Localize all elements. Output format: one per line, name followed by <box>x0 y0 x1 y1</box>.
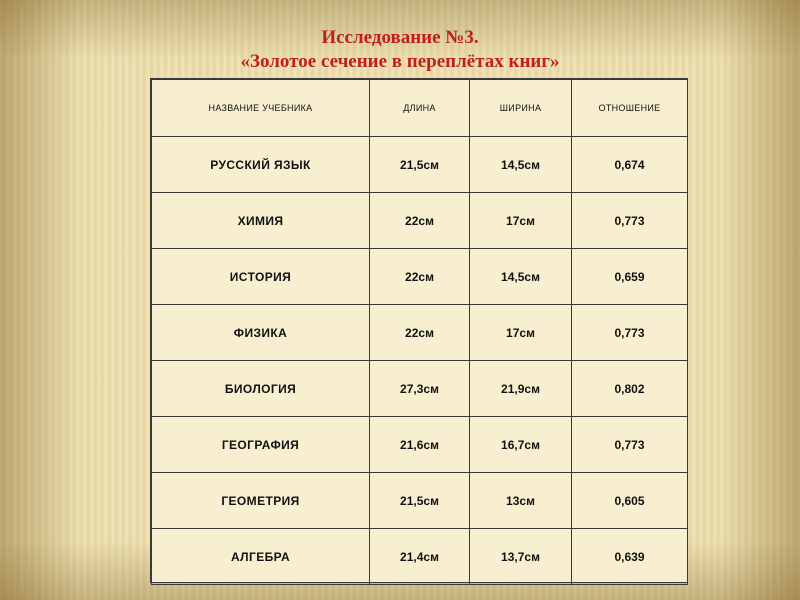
cell-ratio: 0,639 <box>572 529 688 585</box>
cell-length: 21,5см <box>370 137 470 193</box>
cell-book-name: БИОЛОГИЯ <box>152 361 370 417</box>
header-width: ШИРИНА <box>470 80 572 137</box>
cell-book-name: ГЕОМЕТРИЯ <box>152 473 370 529</box>
cell-book-name: ГЕОГРАФИЯ <box>152 417 370 473</box>
cell-ratio: 0,674 <box>572 137 688 193</box>
cell-book-name: ИСТОРИЯ <box>152 249 370 305</box>
cell-width: 13см <box>470 473 572 529</box>
cell-width: 14,5см <box>470 137 572 193</box>
title-line-1: Исследование №3. <box>321 27 479 48</box>
cell-length: 22см <box>370 305 470 361</box>
table-row <box>152 417 688 473</box>
cell-length: 27,3см <box>370 361 470 417</box>
cell-book-name: АЛГЕБРА <box>152 529 370 585</box>
cell-width: 21,9см <box>470 361 572 417</box>
cell-width: 14,5см <box>470 249 572 305</box>
cell-width: 16,7см <box>470 417 572 473</box>
cell-ratio: 0,773 <box>572 193 688 249</box>
table-header-row <box>152 80 688 137</box>
books-table-container <box>150 78 688 583</box>
cell-ratio: 0,802 <box>572 361 688 417</box>
cell-width: 13,7см <box>470 529 572 585</box>
cell-length: 21,6см <box>370 417 470 473</box>
header-length: ДЛИНА <box>370 80 470 137</box>
table-row <box>152 529 688 585</box>
cell-length: 21,5см <box>370 473 470 529</box>
cell-length: 22см <box>370 249 470 305</box>
cell-ratio: 0,773 <box>572 417 688 473</box>
table-row <box>152 361 688 417</box>
cell-ratio: 0,659 <box>572 249 688 305</box>
table-row <box>152 137 688 193</box>
cell-length: 22см <box>370 193 470 249</box>
cell-book-name: ХИМИЯ <box>152 193 370 249</box>
cell-ratio: 0,773 <box>572 305 688 361</box>
title-line-2: «Золотое сечение в переплётах книг» <box>240 51 560 72</box>
cell-width: 17см <box>470 193 572 249</box>
cell-width: 17см <box>470 305 572 361</box>
table-row <box>152 249 688 305</box>
cell-ratio: 0,605 <box>572 473 688 529</box>
header-book-name: НАЗВАНИЕ УЧЕБНИКА <box>152 80 370 137</box>
slide-title <box>100 26 700 74</box>
cell-book-name: РУССКИЙ ЯЗЫК <box>152 137 370 193</box>
table-row <box>152 193 688 249</box>
cell-book-name: ФИЗИКА <box>152 305 370 361</box>
table-row <box>152 305 688 361</box>
books-table <box>151 79 688 585</box>
header-ratio: ОТНОШЕНИЕ <box>572 80 688 137</box>
cell-length: 21,4см <box>370 529 470 585</box>
table-row <box>152 473 688 529</box>
